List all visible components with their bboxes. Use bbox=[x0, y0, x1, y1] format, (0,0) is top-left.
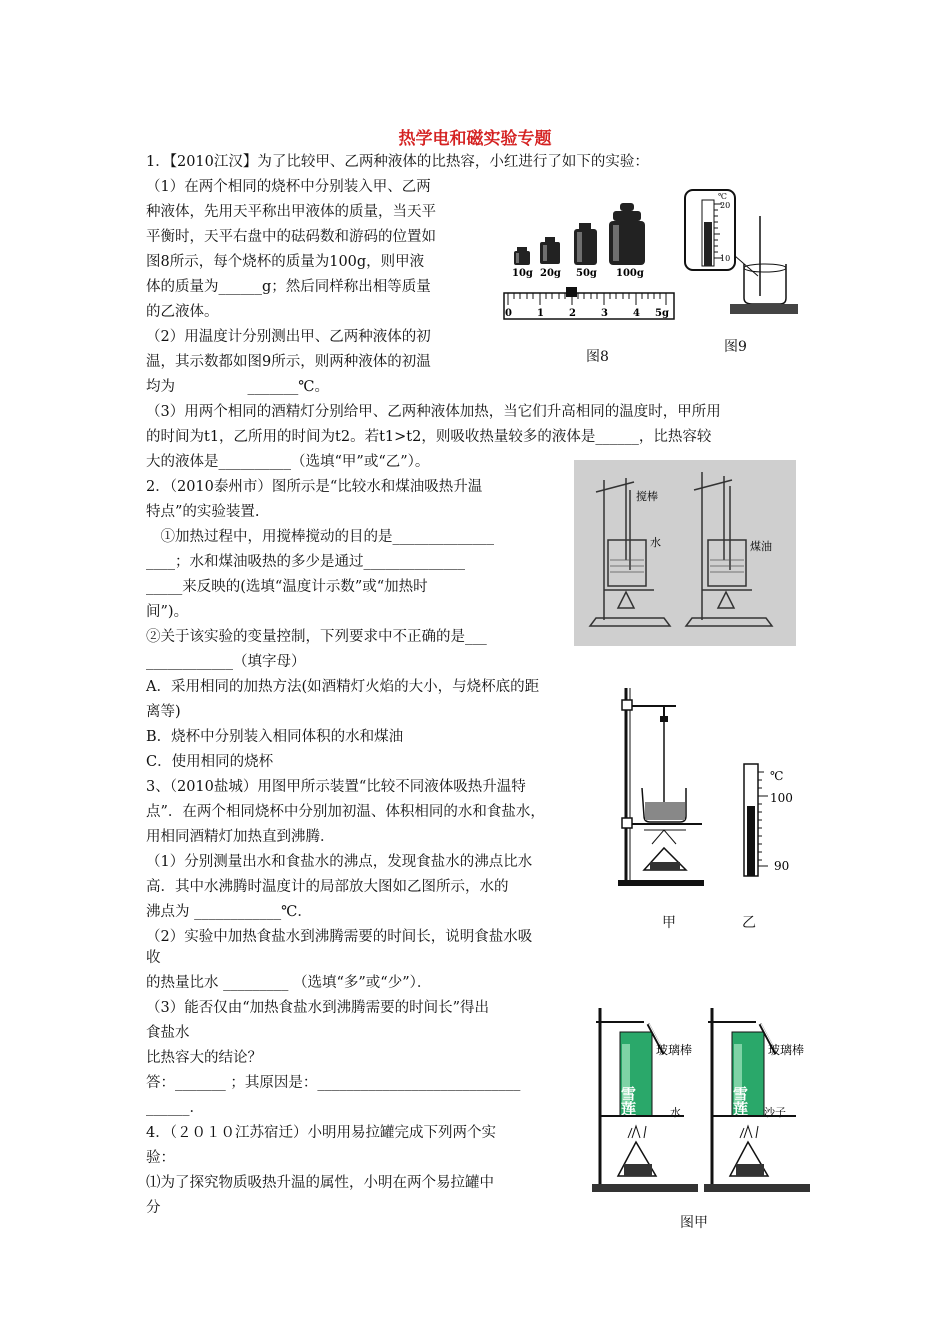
q3-p2-line1: （2）实验中加热食盐水到沸腾需要的时间长，说明食盐水吸 bbox=[146, 929, 533, 945]
fig3-tick: 90 bbox=[774, 859, 790, 873]
q3-p1-line1: （1）分别测量出水和食盐水的沸点，发现食盐水的沸点比水 bbox=[146, 854, 533, 870]
q1-p3-line2: 的时间为t1，乙所用的时间为t2。若t1>t2，则吸收热量较多的液体是______，比热容较 bbox=[146, 429, 712, 445]
fig3-apparatus bbox=[614, 684, 734, 888]
q2-option-c: C．使用相同的烧杯 bbox=[146, 754, 274, 770]
fig3-caption-jia: 甲 bbox=[662, 915, 676, 931]
fig4-liquid-right: 沙子 bbox=[764, 1106, 786, 1119]
q4-intro-line2: 验： bbox=[146, 1150, 175, 1166]
fig8-weight-label: 20g bbox=[540, 268, 561, 279]
fig4-liquid-left: 水 bbox=[670, 1106, 681, 1119]
q4-p1-line1: ⑴为了探究物质吸热升温的属性，小明在两个易拉罐中 bbox=[146, 1175, 494, 1191]
fig8-scale-tick: 0 bbox=[505, 308, 512, 319]
fig4-can-right-text: 雪莲 bbox=[731, 1086, 749, 1116]
q2-s2-line1: ②关于该实验的变量控制，下列要求中不正确的是___ bbox=[146, 629, 487, 645]
fig4-rod-label-right: 玻璃棒 bbox=[768, 1043, 805, 1057]
q4-intro-line1: 4．（２０１０江苏宿迁）小明用易拉罐完成下列两个实 bbox=[146, 1125, 496, 1141]
q3-p3-line1: （3）能否仅由“加热食盐水到沸腾需要的时间长”得出 bbox=[146, 1000, 490, 1016]
q3-answer-line1: 答：_______ ；其原因是：____________________________ bbox=[146, 1075, 521, 1091]
q1-p2-line2: 温，其示数都如图9所示，则两种液体的初温 bbox=[146, 354, 431, 370]
fig9-caption: 图9 bbox=[724, 339, 747, 355]
q2-intro-line1: 2．（2010泰州市）图所示是“比较水和煤油吸热升温 bbox=[146, 479, 483, 495]
fig8-scale-tick: 1 bbox=[537, 308, 544, 319]
fig8-scale-tick: 3 bbox=[601, 308, 608, 319]
fig4-rod-label-left: 玻璃棒 bbox=[656, 1043, 693, 1057]
q1-p2-line1: （2）用温度计分别测出甲、乙两种液体的初 bbox=[146, 329, 431, 345]
fig3-tick: 100 bbox=[770, 791, 793, 805]
fig8-weight-label: 100g bbox=[616, 268, 644, 279]
fig8-weights-scale bbox=[500, 195, 680, 330]
q3-p3-line3: 比热容大的结论？ bbox=[146, 1050, 262, 1066]
fig9-tick: 20 bbox=[720, 201, 731, 210]
fig2-label-stirrer: 搅棒 bbox=[636, 490, 658, 503]
q1-p1-line3: 平衡时，天平右盘中的砝码数和游码的位置如 bbox=[146, 229, 436, 245]
q2-s1-line1: ①加热过程中，用搅棒搅动的目的是______________ bbox=[146, 529, 494, 545]
q1-p3-line1: （3）用两个相同的酒精灯分别给甲、乙两种液体加热，当它们升高相同的温度时，甲所用 bbox=[146, 404, 721, 420]
q2-s1-line3: _____来反映的(选填“温度计示数”或“加热时 bbox=[146, 579, 428, 595]
fig3-thermometer-closeup bbox=[740, 760, 800, 878]
fig2-label-water: 水 bbox=[650, 536, 661, 549]
q2-option-a-line1: A．采用相同的加热方法(如酒精灯火焰的大小，与烧杯底的距 bbox=[146, 679, 540, 695]
fig2-photo bbox=[574, 460, 796, 646]
q2-s1-line2: ____；水和煤油吸热的多少是通过______________ bbox=[146, 554, 465, 570]
q3-answer-line2: ______． bbox=[146, 1100, 204, 1116]
fig9-thermometer bbox=[682, 186, 802, 316]
fig8-scale-tick: 2 bbox=[569, 308, 576, 319]
fig8-weight-label: 50g bbox=[576, 268, 597, 279]
fig3-caption-yi: 乙 bbox=[742, 915, 756, 931]
fig9-tick: 10 bbox=[720, 254, 731, 263]
q1-p1-line5: 体的质量为______g；然后同样称出相等质量 bbox=[146, 279, 431, 295]
fig4-can-left-text: 雪莲 bbox=[619, 1086, 637, 1116]
q2-s1-line4: 间”)。 bbox=[146, 604, 189, 620]
q1-p1-line4: 图8所示，每个烧杯的质量为100g，则甲液 bbox=[146, 254, 425, 270]
q1-intro: 1．【2010江汉】为了比较甲、乙两种液体的比热容，小红进行了如下的实验： bbox=[146, 154, 649, 170]
q1-p3-line3: 大的液体是__________（选填“甲”或“乙”）。 bbox=[146, 454, 430, 470]
q2-intro-line2: 特点”的实验装置. bbox=[146, 504, 260, 520]
page-title: 热学电和磁实验专题 bbox=[398, 129, 552, 149]
q3-intro-line3: 用相同酒精灯加热直到沸腾． bbox=[146, 829, 335, 845]
q1-p1-line2: 种液体，先用天平称出甲液体的质量，当天平 bbox=[146, 204, 436, 220]
fig8-weight-label: 10g bbox=[512, 268, 533, 279]
q3-p3-line2: 食盐水 bbox=[146, 1025, 190, 1041]
q3-intro-line2: 点”．在两个相同烧杯中分别加初温、体积相同的水和食盐水， bbox=[146, 804, 545, 820]
q2-s2-line2: ____________（填字母） bbox=[146, 654, 306, 670]
q3-p2-line3: 的热量比水 _________ （选填“多”或“少”）． bbox=[146, 975, 432, 991]
q3-p2-line2: 收 bbox=[146, 950, 161, 966]
fig8-scale-tick: 5g bbox=[655, 308, 669, 319]
q2-option-b: B．烧杯中分别装入相同体积的水和煤油 bbox=[146, 729, 404, 745]
fig8-caption: 图8 bbox=[586, 349, 609, 365]
fig2-label-kerosene: 煤油 bbox=[750, 540, 772, 553]
q1-p1-line6: 的乙液体。 bbox=[146, 304, 219, 320]
q1-p2-line3: 均为 _______℃。 bbox=[146, 379, 329, 395]
q4-p1-line2: 分 bbox=[146, 1200, 161, 1216]
q2-option-a-line2: 离等) bbox=[146, 704, 181, 720]
q1-p1-line1: （1）在两个相同的烧杯中分别装入甲、乙两 bbox=[146, 179, 431, 195]
q3-intro-line1: 3、（2010盐城）用图甲所示装置“比较不同液体吸热升温特 bbox=[146, 779, 526, 795]
fig3-unit: ℃ bbox=[770, 769, 784, 783]
fig8-scale-tick: 4 bbox=[633, 308, 640, 319]
fig4-caption: 图甲 bbox=[680, 1215, 708, 1231]
fig4-cans-apparatus bbox=[588, 1004, 820, 1200]
q3-p1-line2: 高．其中水沸腾时温度计的局部放大图如乙图所示，水的 bbox=[146, 879, 509, 895]
fig9-unit: ℃ bbox=[718, 192, 727, 201]
q3-p1-line3: 沸点为 ____________℃． bbox=[146, 904, 312, 920]
